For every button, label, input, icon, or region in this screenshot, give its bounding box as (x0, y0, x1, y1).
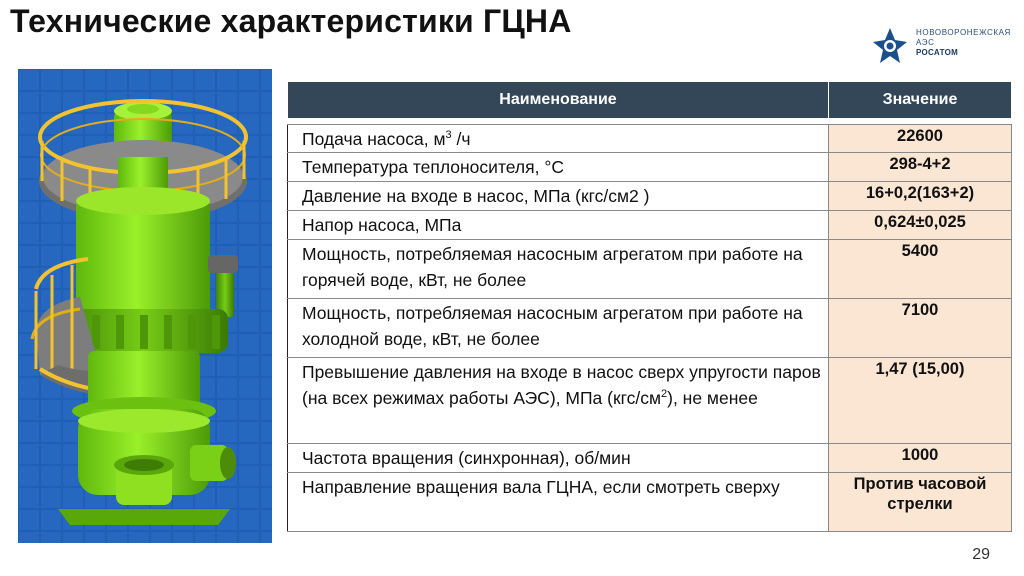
logo-line-2: АЭС (916, 38, 935, 47)
row-name: Превышение давления на входе в насос сверх упругости паров (на всех режимах работы АЭС), МПа $(кгс/см^2)$, не менее (288, 357, 829, 443)
table-row (288, 210, 1012, 239)
table-row (288, 443, 1012, 472)
table-row (288, 298, 1012, 357)
slide-title: Технические характеристики ГЦНА (10, 3, 572, 39)
row-name: Мощность, потребляемая насосным агрегатом при работе на горячей воде, кВт, не более (288, 239, 829, 298)
row-value: 16+0,2(163+2) (829, 181, 1012, 210)
row-value: 1000 (829, 443, 1012, 472)
table-row (288, 181, 1012, 210)
row-name: Подача насоса, $м^3$ /ч (288, 124, 829, 152)
rosatom-logo (868, 24, 1018, 72)
row-value: 298-4+2 (829, 152, 1012, 181)
row-value: 0,624±0,025 (829, 210, 1012, 239)
header-value: Значение (829, 82, 1012, 118)
table-row (288, 152, 1012, 181)
row-value: 7100 (829, 298, 1012, 357)
page-number: 29 (972, 546, 990, 563)
row-value: Против часовой стрелки (829, 472, 1012, 531)
table-header-row (288, 82, 1012, 118)
row-name: Давление на входе в насос, МПа (кгс/см2 ) (288, 181, 829, 210)
row-value: 22600 (829, 124, 1012, 152)
rosatom-logo-icon (868, 24, 912, 68)
table-row (288, 357, 1012, 443)
table-row (288, 472, 1012, 531)
header-name: Наименование (288, 82, 829, 118)
table-row (288, 124, 1012, 152)
logo-line-3: РОСАТОМ (916, 48, 959, 57)
table-row (288, 239, 1012, 298)
row-value: 1,47 (15,00) (829, 357, 1012, 443)
pump-3d-image (18, 69, 272, 543)
logo-line-1: НОВОВОРОНЕЖСКАЯ (916, 28, 1011, 37)
row-name: Частота вращения (синхронная), об/мин (288, 443, 829, 472)
logo-text (916, 28, 1011, 58)
row-name: Направление вращения вала ГЦНА, если смотреть сверху (288, 472, 829, 531)
pump-illustration (18, 69, 272, 543)
row-name: Мощность, потребляемая насосным агрегатом при работе на холодной воде, кВт, не более (288, 298, 829, 357)
row-value: 5400 (829, 239, 1012, 298)
row-name: Напор насоса, МПа (288, 210, 829, 239)
row-name: Температура теплоносителя, °С (288, 152, 829, 181)
specs-table (287, 82, 1012, 532)
